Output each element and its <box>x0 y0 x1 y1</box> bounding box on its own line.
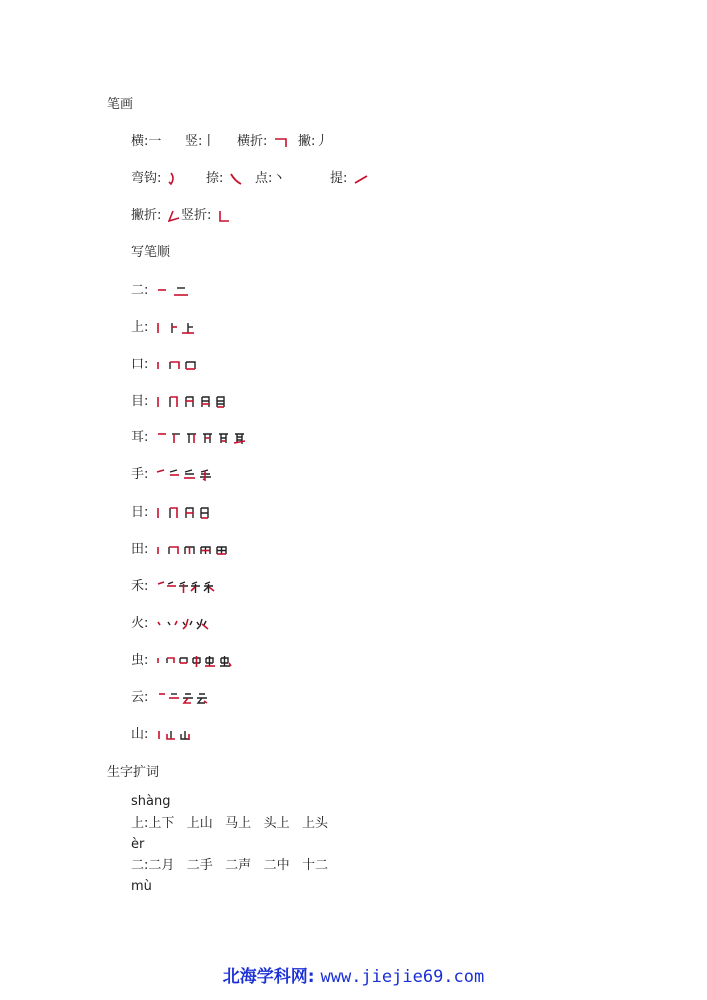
er-stroke-order-icon <box>155 284 191 298</box>
order-char-shan: 山: <box>131 727 149 742</box>
vocab-pinyin-shang: shàng <box>131 794 171 809</box>
order-row-chong <box>131 653 239 670</box>
order-char-shang: 上: <box>131 320 149 335</box>
vocab-pinyin-mu: mù <box>131 879 152 894</box>
order-char-huo: 火: <box>131 616 149 631</box>
shang-stroke-order-icon <box>155 321 195 335</box>
order-row-mu <box>131 394 227 411</box>
kou-stroke-order-icon <box>155 358 199 372</box>
shan-stroke-order-icon <box>155 728 195 742</box>
order-char-he: 禾: <box>131 579 149 594</box>
stroke-na-label: 捺: <box>206 171 224 186</box>
stroke-heng: 横:一 <box>131 134 162 149</box>
he-stroke-order-icon <box>155 580 219 594</box>
order-row-shang <box>131 320 195 337</box>
shuzhe-stroke-icon <box>218 210 230 222</box>
section-title-strokes: 笔画 <box>107 97 134 112</box>
stroke-na <box>206 171 242 188</box>
vocab-words-er: 二:二月 二手 二声 二中 十二 <box>131 858 328 873</box>
order-char-er-ear: 耳: <box>131 430 149 445</box>
order-char-yun: 云: <box>131 690 149 705</box>
order-row-ri <box>131 505 211 522</box>
yun-stroke-order-icon <box>155 691 211 705</box>
order-row-yun <box>131 690 211 707</box>
order-char-shou: 手: <box>131 467 149 482</box>
order-row-shan <box>131 727 195 744</box>
order-char-chong: 虫: <box>131 653 149 668</box>
stroke-piezhe <box>131 208 180 225</box>
vocab-pinyin-er: èr <box>131 837 145 852</box>
tian-stroke-order-icon <box>155 543 231 557</box>
order-char-kou: 口: <box>131 357 149 372</box>
footer-url[interactable]: www.jiejie69.com <box>320 967 485 987</box>
order-char-tian: 田: <box>131 542 149 557</box>
order-row-tian <box>131 542 231 559</box>
footer-watermark <box>0 966 707 988</box>
huo-stroke-order-icon <box>155 617 211 631</box>
stroke-ti <box>330 171 368 188</box>
order-row-shou <box>131 467 219 484</box>
na-stroke-icon <box>230 173 242 185</box>
stroke-shuzhe-label: 竖折: <box>181 208 212 223</box>
section-title-vocab: 生字扩词 <box>107 765 160 780</box>
er-ear-stroke-order-icon <box>155 431 247 445</box>
stroke-piezhe-label: 撇折: <box>131 208 162 223</box>
order-char-ri: 日: <box>131 505 149 520</box>
order-row-er <box>131 283 191 300</box>
wangou-stroke-icon <box>168 172 176 186</box>
ri-stroke-order-icon <box>155 506 211 520</box>
stroke-shuzhe <box>181 208 230 225</box>
stroke-dian: 点:丶 <box>255 171 286 186</box>
stroke-shu: 竖:丨 <box>185 134 216 149</box>
stroke-hengzhe-label: 横折: <box>237 134 268 149</box>
stroke-ti-label: 提: <box>330 171 348 186</box>
stroke-wangou <box>131 171 176 188</box>
vocab-words-shang: 上:上下 上山 马上 头上 上头 <box>131 816 328 831</box>
footer-site-name: 北海学科网: <box>222 967 315 987</box>
piezhe-stroke-icon <box>168 210 180 222</box>
stroke-hengzhe <box>237 134 288 151</box>
section-title-stroke-order: 写笔顺 <box>131 245 171 260</box>
chong-stroke-order-icon <box>155 654 239 668</box>
order-char-er: 二: <box>131 283 149 298</box>
order-row-kou <box>131 357 199 374</box>
stroke-pie: 撇:丿 <box>298 134 329 149</box>
stroke-wangou-label: 弯钩: <box>131 171 162 186</box>
shou-stroke-order-icon <box>155 468 219 482</box>
ti-stroke-icon <box>354 173 368 185</box>
order-char-mu: 目: <box>131 394 149 409</box>
hengzhe-stroke-icon <box>274 136 288 148</box>
order-row-he <box>131 579 219 596</box>
mu-stroke-order-icon <box>155 395 227 409</box>
order-row-er-ear <box>131 430 247 447</box>
order-row-huo <box>131 616 211 633</box>
